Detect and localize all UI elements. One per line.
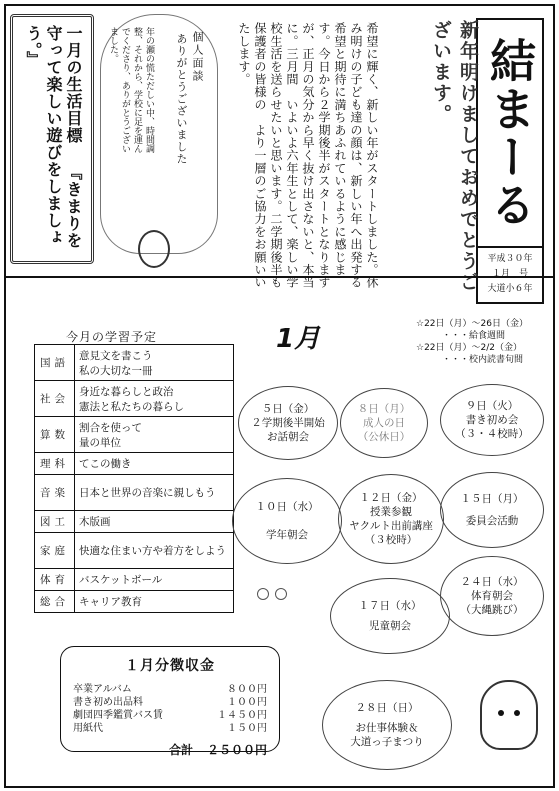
personal-thanks: ありがとうございました <box>175 33 188 165</box>
newsletter-title-box <box>476 18 544 248</box>
event-desc: 授業参観 ヤクルト出前講座 （３校時） <box>349 506 433 546</box>
new-year-greeting: 新年明けましておめでとうございます。 <box>430 20 479 293</box>
subject-content: バスケットボール <box>75 569 234 591</box>
subject-name: 総合 <box>35 591 75 613</box>
fee-name: 用紙代 <box>73 723 103 734</box>
fee-item <box>73 683 267 696</box>
personal-body: 年の瀬の慌ただしい中、時間調整、それから、学校に足を運んでくださり、ありがとうございました。 <box>108 27 154 153</box>
goal-text <box>23 25 83 261</box>
child-icon <box>275 588 287 600</box>
weekly-events <box>412 316 550 374</box>
fee-name: 書き初め出品料 <box>73 697 143 708</box>
fees-total-label: 合計 <box>168 743 193 757</box>
subject-content: 快適な住まい方や着方をしよう <box>75 533 234 569</box>
week-event-2-desc: ・・・校内読書旬間 <box>442 355 524 365</box>
fee-amount: １５０円 <box>227 723 267 734</box>
table-row <box>35 591 234 613</box>
subject-content: 割合を使って 量の単位 <box>75 417 234 453</box>
schedule-title: 今月の学習予定 <box>66 330 158 344</box>
event-desc: 体育朝会 （大縄跳び） <box>460 590 524 616</box>
week-event-2: ☆22日（月）〜2/2（金） <box>416 343 523 353</box>
subject-content: てこの働き <box>75 453 234 475</box>
event-date: ９日（火） <box>465 400 519 412</box>
table-row <box>35 511 234 533</box>
event-bubble <box>340 388 428 458</box>
event-date: １０日（水） <box>255 501 319 513</box>
event-desc: 学年朝会 <box>266 529 308 541</box>
table-row <box>35 381 234 417</box>
fee-amount: ８００円 <box>227 684 267 695</box>
event-bubble <box>440 556 544 636</box>
fee-item <box>73 696 267 709</box>
fee-item <box>73 709 267 722</box>
subject-name: 音楽 <box>35 475 75 511</box>
event-desc: お仕事体験＆ 大道っ子まつり <box>350 722 424 748</box>
fee-name: 劇団四季鑑賞バス賃 <box>73 710 163 721</box>
event-desc: 成人の日 （公休日） <box>357 417 411 443</box>
fees-total-amount: ２５００円 <box>206 743 267 757</box>
monthly-goal-box <box>10 14 94 264</box>
subject-content: 身近な暮らしと政治 憲法と私たちの暮らし <box>75 381 234 417</box>
subject-content: 意見文を書こう 私の大切な一冊 <box>75 345 234 381</box>
fees-box <box>60 646 280 757</box>
newsletter-title: 結まーる <box>483 37 537 229</box>
week-event-1-desc: ・・・給食週間 <box>442 331 506 341</box>
subject-name: 社会 <box>35 381 75 417</box>
subject-name: 理科 <box>35 453 75 475</box>
subject-name: 図工 <box>35 511 75 533</box>
child-icon <box>257 588 269 600</box>
fee-name: 卒業アルバム <box>73 684 132 695</box>
event-date: １５日（月） <box>460 493 524 505</box>
month-label: 1月 <box>276 324 321 354</box>
event-desc: 委員会活動 <box>465 515 519 527</box>
goal-content: 『きまりを守って楽しい遊びをしましょう。』 <box>24 25 83 249</box>
fee-item <box>73 722 267 735</box>
event-desc: ２学期後半開始 お話朝会 <box>251 417 325 443</box>
table-row <box>35 453 234 475</box>
subject-name: 体育 <box>35 569 75 591</box>
subject-content: 日本と世界の音楽に親しもう <box>75 475 234 511</box>
event-bubble <box>440 384 544 456</box>
event-date: ８日（月） <box>357 403 411 415</box>
issue-year: 平成３０年 <box>487 254 533 264</box>
week-event-1: ☆22日（月）〜26日（金） <box>416 319 528 329</box>
fee-amount: １４５０円 <box>217 710 267 721</box>
event-date: １２日（金） <box>359 492 423 504</box>
event-bubble <box>238 386 338 460</box>
ghost-mascot-icon <box>480 680 538 750</box>
event-bubble <box>322 680 452 770</box>
event-desc: 書き初め会 （３・４校時） <box>455 414 529 440</box>
event-bubble <box>440 472 544 548</box>
subject-content: 木版画 <box>75 511 234 533</box>
issue-class: 大道小６年 <box>487 284 533 294</box>
issue-info <box>476 246 544 304</box>
event-date: ５日（金） <box>261 403 315 415</box>
subject-name: 家庭 <box>35 533 75 569</box>
subjects-table <box>34 344 234 613</box>
event-date: １７日（水） <box>358 600 422 612</box>
event-bubble <box>338 474 444 564</box>
table-row <box>35 417 234 453</box>
section-divider <box>6 276 553 278</box>
fees-title: １月分徴収金 <box>125 658 215 674</box>
event-desc: 児童朝会 <box>369 620 411 632</box>
subject-content: キャリア教育 <box>75 591 234 613</box>
personal-heading: 個人面談 <box>191 31 204 83</box>
goal-label: 一月の生活目標 <box>64 25 83 144</box>
subject-name: 国語 <box>35 345 75 381</box>
personal-interview-note <box>100 14 218 254</box>
children-illustration-icon <box>255 586 291 614</box>
event-date: ２８日（日） <box>355 702 419 714</box>
intro-paragraph: 希望に輝く、新しい年がスタートしました。休み明けの子ども達の顔は、新しい年へ出発する希望と期待に満ちあふれているように感じます。今日から２学期後半がスタートとなりますが、正月の気分から早く抜け出さないと、本当に。三月間 いよいよ六年生として、楽しい学校生活を送らせたいと思います。二学期後半も保護者の皆様の より一層のご協力をお願いいたします。 <box>237 22 379 289</box>
event-bubble <box>330 578 450 654</box>
subject-name: 算数 <box>35 417 75 453</box>
event-date: ２４日（水） <box>460 576 524 588</box>
issue-month: １月 号 <box>491 269 528 279</box>
table-row <box>35 475 234 511</box>
event-bubble <box>232 478 342 564</box>
lightbulb-icon <box>138 230 170 268</box>
table-row <box>35 345 234 381</box>
table-row <box>35 533 234 569</box>
fee-amount: １００円 <box>227 697 267 708</box>
table-row <box>35 569 234 591</box>
fees-total <box>73 741 267 758</box>
